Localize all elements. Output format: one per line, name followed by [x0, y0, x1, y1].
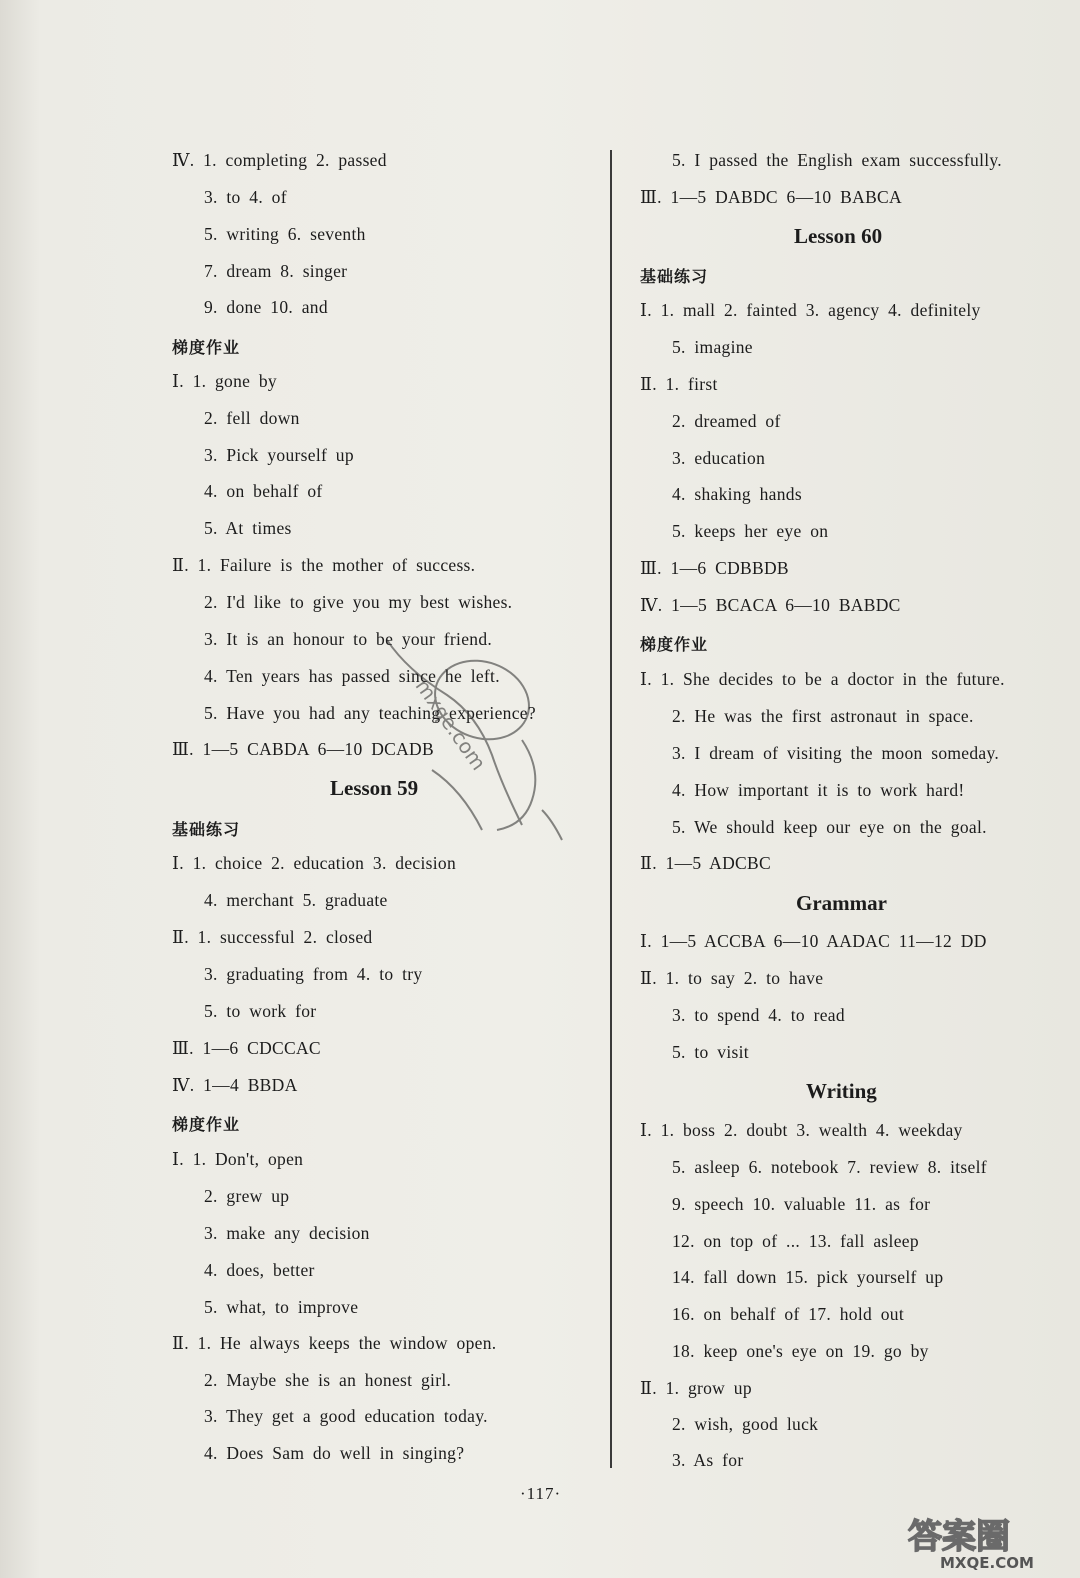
- answer-line: 3. It is an honour to be your friend.: [204, 629, 493, 649]
- answer-line: 3. make any decision: [204, 1223, 370, 1243]
- section-heading: 基础练习: [640, 267, 709, 286]
- section-heading: 梯度作业: [640, 635, 709, 654]
- grammar-title: Grammar: [796, 891, 887, 915]
- answer-line: 12. on top of ... 13. fall asleep: [672, 1231, 919, 1251]
- answer-line: Ⅰ. 1. boss 2. doubt 3. wealth 4. weekday: [640, 1120, 963, 1140]
- svg-text:mxqe.com: mxqe.com: [410, 674, 491, 775]
- answer-line: Ⅰ. 1—5 ACCBA 6—10 AADAC 11—12 DD: [640, 931, 987, 951]
- answer-line: 4. Does Sam do well in singing?: [204, 1443, 465, 1463]
- answer-line: 4. merchant 5. graduate: [204, 890, 388, 910]
- answer-line: 5. At times: [204, 518, 292, 538]
- svg-text:MXQE.COM: MXQE.COM: [940, 1554, 1034, 1572]
- answer-line: Ⅳ. 1—5 BCACA 6—10 BABDC: [640, 595, 901, 615]
- lesson-title: Lesson 60: [794, 224, 883, 248]
- page-number: ·117·: [520, 1484, 562, 1503]
- answer-line: 4. on behalf of: [204, 481, 323, 501]
- answer-line: Ⅰ. 1. choice 2. education 3. decision: [172, 853, 457, 873]
- answer-line: Ⅰ. 1. Don't, open: [172, 1149, 304, 1169]
- site-logo: [900, 1512, 1070, 1572]
- answer-line: 2. fell down: [204, 408, 300, 428]
- answer-line: 2. dreamed of: [672, 411, 781, 431]
- answer-line: 5. to visit: [672, 1042, 749, 1062]
- answer-line: 3. graduating from 4. to try: [204, 964, 423, 984]
- answer-line: 2. He was the first astronaut in space.: [672, 706, 974, 726]
- section-heading: 梯度作业: [172, 1115, 241, 1134]
- answer-line: 4. How important it is to work hard!: [672, 780, 965, 800]
- answer-line: 3. to spend 4. to read: [672, 1005, 845, 1025]
- answer-line: 5. imagine: [672, 337, 753, 357]
- answer-line: Ⅱ. 1. He always keeps the window open.: [172, 1333, 497, 1353]
- writing-title: Writing: [806, 1079, 877, 1103]
- answer-line: 14. fall down 15. pick yourself up: [672, 1267, 944, 1287]
- answer-line: Ⅱ. 1. successful 2. closed: [172, 927, 373, 947]
- answer-line: 5. to work for: [204, 1001, 317, 1021]
- watermark-stamp-icon: [372, 620, 572, 850]
- answer-line: Ⅱ. 1. grow up: [640, 1378, 752, 1398]
- answer-line: Ⅰ. 1. gone by: [172, 371, 277, 391]
- answer-line: Ⅱ. 1. to say 2. to have: [640, 968, 824, 988]
- answer-line: 5. I passed the English exam successfully.: [672, 150, 1002, 170]
- answer-line: 9. speech 10. valuable 11. as for: [672, 1194, 931, 1214]
- answer-line: 2. I'd like to give you my best wishes.: [204, 592, 513, 612]
- answer-line: 5. what, to improve: [204, 1297, 359, 1317]
- answer-line: Ⅳ. 1—4 BBDA: [172, 1075, 298, 1095]
- answer-line: 3. Pick yourself up: [204, 445, 354, 465]
- answer-line: Ⅰ. 1. She decides to be a doctor in the future.: [640, 669, 1005, 689]
- answer-line: 5. Have you had any teaching experience?: [204, 703, 536, 723]
- answer-line: 3. They get a good education today.: [204, 1406, 488, 1426]
- answer-line: 4. does, better: [204, 1260, 315, 1280]
- answer-line: 3. As for: [672, 1450, 744, 1470]
- answer-line: 2. grew up: [204, 1186, 290, 1206]
- answer-line: 2. Maybe she is an honest girl.: [204, 1370, 452, 1390]
- section-heading: 基础练习: [172, 820, 241, 839]
- lesson-title: Lesson 59: [330, 776, 419, 800]
- answer-line: Ⅱ. 1. Failure is the mother of success.: [172, 555, 476, 575]
- answer-line: 9. done 10. and: [204, 297, 328, 317]
- answer-line: Ⅲ. 1—6 CDBBDB: [640, 558, 789, 578]
- section-heading: 梯度作业: [172, 338, 241, 357]
- answer-line: Ⅲ. 1—5 DABDC 6—10 BABCA: [640, 187, 902, 207]
- answer-line: 3. I dream of visiting the moon someday.: [672, 743, 1000, 763]
- answer-line: 3. education: [672, 448, 766, 468]
- answer-line: 7. dream 8. singer: [204, 261, 348, 281]
- answer-line: Ⅱ. 1—5 ADCBC: [640, 853, 771, 873]
- answer-line: 2. wish, good luck: [672, 1414, 819, 1434]
- svg-text:答案圈: 答案圈: [908, 1517, 1010, 1557]
- answer-line: 5. We should keep our eye on the goal.: [672, 817, 987, 837]
- answer-line: Ⅰ. 1. mall 2. fainted 3. agency 4. definitely: [640, 300, 981, 320]
- answer-line: Ⅳ. 1. completing 2. passed: [172, 150, 387, 170]
- answer-line: Ⅱ. 1. first: [640, 374, 718, 394]
- answer-line: 4. shaking hands: [672, 484, 802, 504]
- column-divider: [610, 150, 612, 1468]
- answer-line: 18. keep one's eye on 19. go by: [672, 1341, 929, 1361]
- answer-line: 3. to 4. of: [204, 187, 287, 207]
- answer-line: 5. writing 6. seventh: [204, 224, 366, 244]
- answer-line: 5. keeps her eye on: [672, 521, 829, 541]
- answer-line: Ⅲ. 1—6 CDCCAC: [172, 1038, 321, 1058]
- answer-line: 4. Ten years has passed since he left.: [204, 666, 500, 686]
- answer-line: 5. asleep 6. notebook 7. review 8. itself: [672, 1157, 987, 1177]
- answer-line: 16. on behalf of 17. hold out: [672, 1304, 904, 1324]
- answer-line: Ⅲ. 1—5 CABDA 6—10 DCADB: [172, 739, 434, 759]
